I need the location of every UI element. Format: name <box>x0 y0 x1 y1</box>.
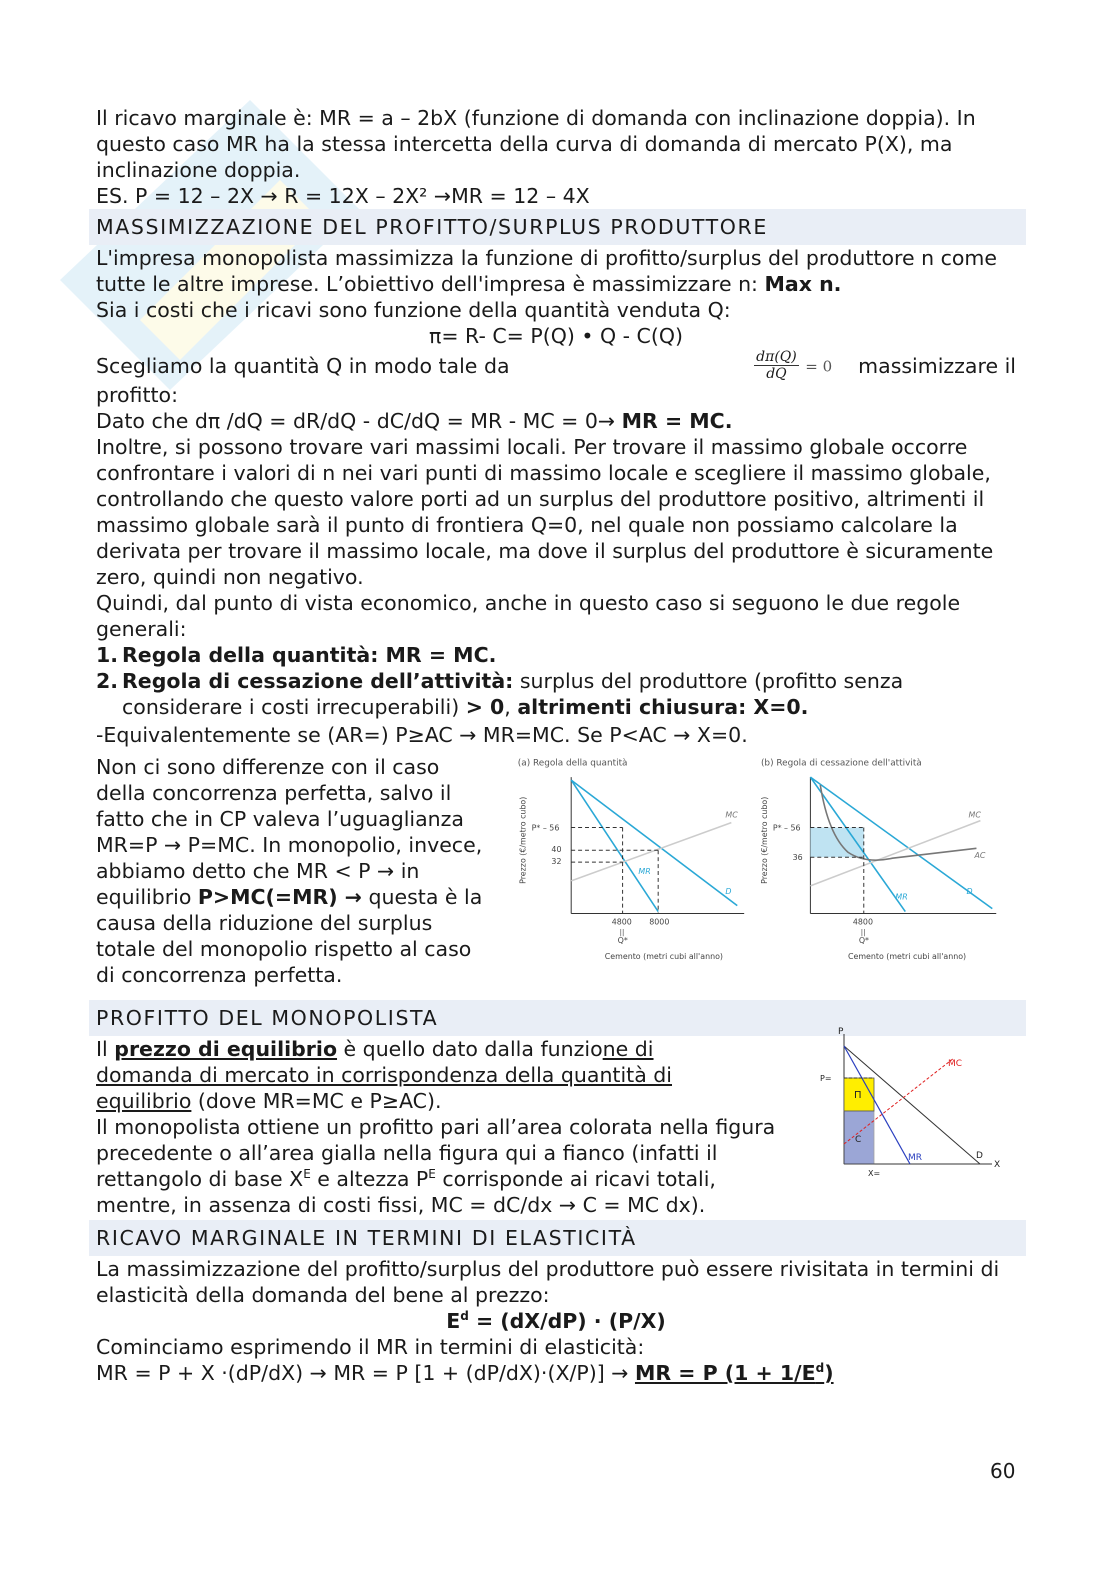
fig2-label-pi: Π <box>854 1090 862 1101</box>
fig2-label-c: C <box>855 1135 862 1145</box>
tick-b-eq: || <box>860 928 866 937</box>
paragraph-profitto-cont: profitto: <box>96 383 178 407</box>
tick-a-qstar: Q* <box>617 936 628 946</box>
panel-b-ylabel: Prezzo (€/metro cubo) <box>759 796 769 884</box>
formula-elasticita: $E^d = (dX/dP) \cdot (P/X)$ <box>446 1309 666 1333</box>
panel-a <box>519 777 744 961</box>
paragraph-equivalentemente: -Equivalentemente se (AR=) P≥AC → MR=MC. Se P<AC → X=0. <box>96 723 748 747</box>
paragraph-massimi-locali: Inoltre, si possono trovare vari massimi locali. Per trovare il massimo globale occorre confrontare i valori di n nei vari punti di massimo locale e scegliere il massimo globale, controllando che questo valore porti ad un surplus del produttore positivo, altrimenti il massimo globale sarà il punto di frontiera Q=0, nel quale non possiamo calcolare la derivata per trovare il massimo locale, ma dove il surplus del produttore è sicuramente zero, quindi non negativo. <box>96 435 994 589</box>
document-body <box>96 105 1016 1386</box>
mr-curve-a <box>571 780 658 911</box>
paragraph-differenze-cp: Non ci sono differenze con il caso della concorrenza perfetta, salvo il fatto che in CP valeva l’uguaglianza MR=P → P=MC. In monopolio, invece, abbiamo detto che MR < P → in equilibrio P>MC(=MR) → questa è la causa della riduzione del surplus totale del monopolio rispetto al caso di concorrenza perfetta. <box>96 755 483 987</box>
panel-b-xlabel: Cemento (metri cubi all'anno) <box>847 952 967 962</box>
formula-profitto: π= R- C= P(Q) • Q - C(Q) <box>429 324 683 348</box>
ac-curve-b <box>820 785 976 860</box>
tick-a-4800: 4800 <box>611 917 632 927</box>
figure-monopoly-rules <box>502 754 1016 994</box>
paragraph-prezzo-equilibrio: Il prezzo di equilibrio è quello dato dalla funzione di domanda di mercato in corrispondenza della quantità di equilibrio (dove MR=MC e P≥AC). <box>96 1037 672 1113</box>
tick-b-4800: 4800 <box>852 917 873 927</box>
label-a-mc: MC <box>725 810 738 820</box>
fig2-label-pe: P= <box>820 1074 832 1083</box>
fig2-label-mr: MR <box>908 1153 923 1163</box>
fig2-label-x: X <box>994 1160 1001 1170</box>
figure-b-title: (b) Regola di cessazione dell'attività <box>760 758 922 769</box>
intro-paragraph: Il ricavo marginale è: MR = a – 2bX (funzione di domanda con inclinazione doppia). In questo caso MR ha la stessa intercetta della curva di domanda di mercato P(X), ma inclinazione doppia. <box>96 106 976 182</box>
tick-b-36: 36 <box>792 853 803 863</box>
paragraph-scegliamo: Scegliamo la quantità Q in modo tale da $\frac{d\pi(Q)}{dQ}$ = 0 massimizzare il <box>96 349 1016 382</box>
label-b-ac: AC <box>974 851 986 861</box>
intro-example: ES. P = 12 – 2X → R = 12X – 2X² →MR = 12 – 4X <box>96 184 590 208</box>
rule-2: 2. Regola di cessazione dell’attività: surplus del produttore (profitto senza considerare i costi irrecuperabili) > 0, altrimenti chiusura: X=0. <box>96 669 904 719</box>
rule-1: 1. Regola della quantità: MR = MC. <box>96 643 497 667</box>
paragraph-profitto-area: Il monopolista ottiene un profitto pari all’area colorata nella figura precedente o all’area gialla nella figura qui a fianco (infatti il rettangolo di base $X^E$ e altezza $P^E$ corrisponde ai ricavi totali, mentre, in assenza di costi fissi, MC = dC/dx → C = MC dx). <box>96 1115 776 1217</box>
section-heading-massimizzazione: MASSIMIZZAZIONE DEL PROFITTO/SURPLUS PRODUTTORE <box>89 209 1026 245</box>
mc-curve-a <box>571 823 731 881</box>
section-heading-elasticita: RICAVO MARGINALE IN TERMINI DI ELASTICITÀ <box>89 1220 1026 1256</box>
panel-a-xlabel: Cemento (metri cubi all'anno) <box>604 952 723 962</box>
paragraph-costi-ricavi: Sia i costi che i ricavi sono funzione della quantità venduta Q: <box>96 298 731 322</box>
paragraph-mr-elasticita: MR = P + X ·(dP/dX) → MR = P [1 + (dP/dX)·(X/P)] → MR = P $(1 + 1/E^d)$ <box>96 1361 834 1385</box>
panel-b <box>760 777 996 961</box>
figure-a-title: (a) Regola della quantità <box>517 758 628 769</box>
tick-a-56: P* – 56 <box>531 823 560 833</box>
label-b-d: D <box>966 886 973 896</box>
page-number: 60 <box>990 1459 1016 1483</box>
label-a-d: D <box>725 886 732 896</box>
paragraph-regole-generali: Quindi, dal punto di vista economico, anche in questo caso si seguono le due regole generali: <box>96 591 961 641</box>
fig2-label-p: P <box>838 1027 844 1037</box>
profitto-block <box>96 1027 1016 1218</box>
paragraph-dato-che: Dato che dπ /dQ = dR/dQ - dC/dQ = MR - MC = 0→ MR = MC. <box>96 409 733 433</box>
label-b-mc: MC <box>968 810 981 820</box>
tick-a-40: 40 <box>551 845 562 855</box>
panel-a-ylabel: Prezzo (€/metro cubo) <box>518 796 528 884</box>
tick-a-8000: 8000 <box>649 917 670 927</box>
tick-a-eq: || <box>619 928 625 937</box>
tick-b-qstar: Q* <box>858 936 869 946</box>
fig2-label-d: D <box>976 1151 983 1161</box>
fig2-label-xe: X= <box>868 1169 881 1178</box>
label-b-mr: MR <box>895 892 908 902</box>
tick-b-56: P* – 56 <box>772 823 801 833</box>
paragraph-massimizzazione-elasticita: La massimizzazione del profitto/surplus del produttore può essere rivisitata in termini di elasticità della domanda del bene al prezzo: <box>96 1257 1000 1307</box>
figure-monopoly-profit <box>812 1026 1002 1186</box>
section-heading-profitto: PROFITTO DEL MONOPOLISTA <box>89 1000 1026 1036</box>
paragraph-impresa-monopolista: L'impresa monopolista massimizza la funzione di profitto/surplus del produttore n come tutte le altre imprese. L’obiettivo dell'impresa è massimizzare n: Max n. <box>96 246 998 296</box>
demand-curve-a <box>571 780 737 906</box>
fig2-label-mc: MC <box>948 1059 963 1069</box>
tick-a-32: 32 <box>551 857 562 867</box>
paragraph-cominciamo: Cominciamo esprimendo il MR in termini di elasticità: <box>96 1335 645 1359</box>
side-by-side-block <box>96 754 1016 994</box>
label-a-mr: MR <box>638 867 651 876</box>
derivative-fraction: $\frac{d\pi(Q)}{dQ}$ = 0 <box>756 349 833 382</box>
